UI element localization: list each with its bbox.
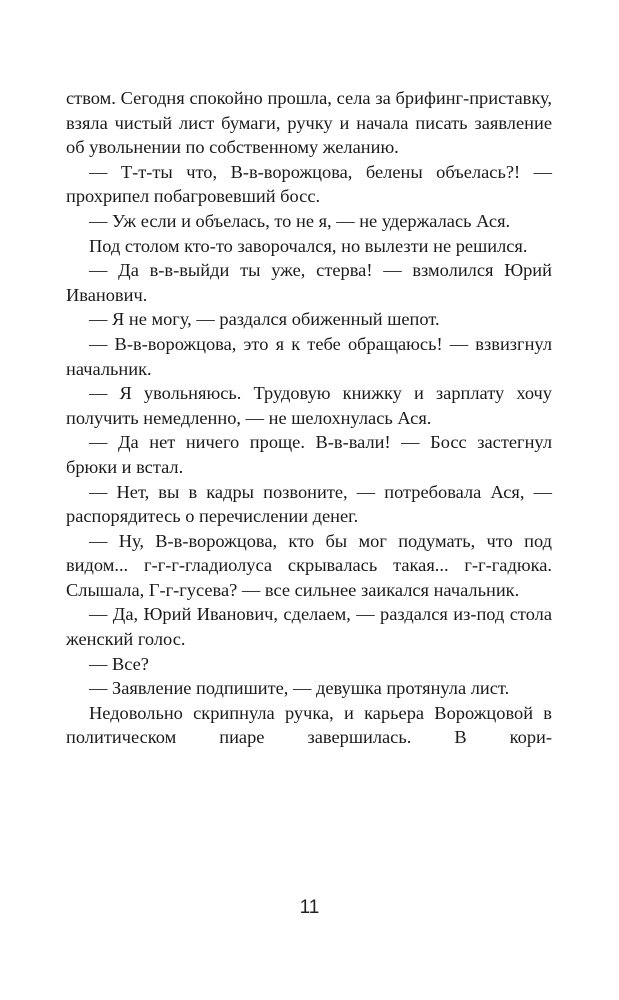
paragraph: — Да, Юрий Иванович, сделаем, — раздался из-под стола женский голос. <box>66 604 552 650</box>
paragraph: — Да в-в-выйди ты уже, стерва! — взмолился Юрий Иванович. <box>66 260 552 305</box>
paragraph: — Уж если и объелась, то не я, — не удержалась Ася. <box>89 210 511 231</box>
paragraph: — Я увольняюсь. Трудовую книжку и зарплату хочу получить немедленно, — не шелохнулась Ася. <box>66 383 552 428</box>
paragraph: ством. Сегодня спокойно прошла, села за брифинг-приставку, взяла чистый лист бумаги, ручку и начала писать заявление об увольнении по собственному желанию. <box>66 88 552 158</box>
page-number: 11 <box>299 897 320 918</box>
paragraph: Недовольно скрипнула ручка, и карьера Ворожцовой в политическом пиаре завершилась. В кори- <box>66 702 552 748</box>
paragraph: — Ну, В-в-ворожцова, кто бы мог подумать, что под видом... г-г-г-гладиолуса скрывалась такая... г-г-гадюка. Слышала, Г-г-гусева? — все сильнее заикался начальник. <box>66 530 552 600</box>
paragraph: — Нет, вы в кадры позвоните, — потребовала Ася, — распорядитесь о перечислении денег. <box>66 481 552 527</box>
page-text <box>66 86 552 750</box>
paragraph: — Т-т-ты что, В-в-ворожцова, белены объелась?! — прохрипел побагровевший босс. <box>66 161 552 207</box>
paragraph: — Заявление подпишите, — девушка протянула лист. <box>89 678 510 699</box>
paragraph: — Да нет ничего проще. В-в-вали! — Босс застегнул брюки и встал. <box>66 432 552 477</box>
paragraph: — В-в-ворожцова, это я к тебе обращаюсь! — взвизгнул начальник. <box>66 333 552 379</box>
paragraph: — Я не могу, — раздался обиженный шепот. <box>89 309 440 330</box>
paragraph: Под столом кто-то заворочался, но вылезти не решился. <box>89 235 528 256</box>
paragraph: — Все? <box>89 653 149 674</box>
